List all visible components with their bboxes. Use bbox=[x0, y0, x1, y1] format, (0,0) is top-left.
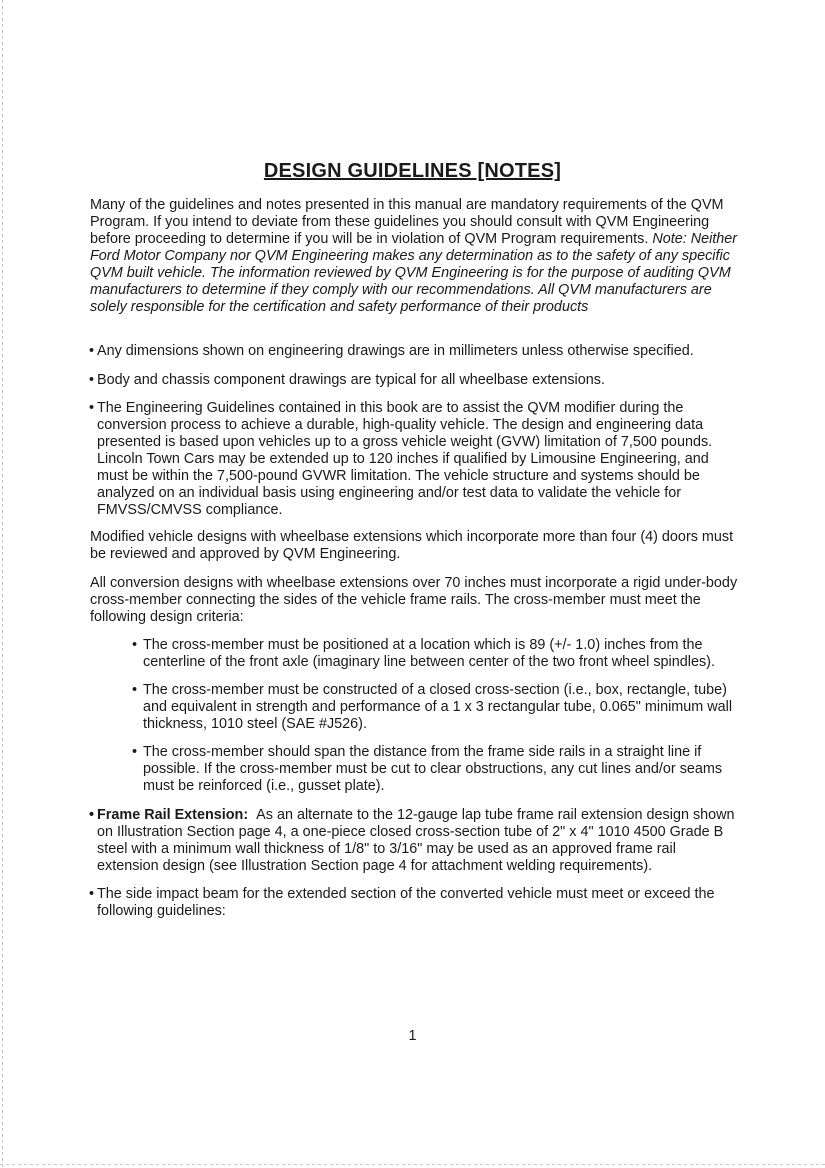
sub-bullet-text: The cross-member must be positioned at a location which is 89 (+/- 1.0) inches from the centerline of the front axle (imaginary line between center of the two front wheel spindles). bbox=[143, 637, 715, 670]
bullet-marker: • bbox=[89, 807, 95, 823]
frame-rail-body: As an alternate to the 12-gauge lap tube frame rail extension design shown on Illustration Section page 4, a one-piece closed cross-section tube of 2" x 4" 1010 4500 Grade B steel with a minimum wall thickness of 1/8" to 3/16" may be used as an approved frame rail extension design (see Illustration Section page 4 for attachment welding requirements). bbox=[97, 807, 735, 874]
bullet-text: Body and chassis component drawings are typical for all wheelbase extensions. bbox=[97, 372, 605, 388]
bullet-marker: • bbox=[89, 886, 95, 902]
intro-paragraph bbox=[90, 197, 740, 316]
bullet-marker: • bbox=[132, 637, 138, 653]
bullet-text: Any dimensions shown on engineering drawings are in millimeters unless otherwise specified. bbox=[97, 343, 694, 359]
bullet-marker: • bbox=[89, 343, 95, 359]
bullet-item bbox=[89, 400, 739, 519]
bullet-item bbox=[89, 372, 739, 389]
bullet-marker: • bbox=[89, 400, 95, 416]
page-number: 1 bbox=[408, 1028, 417, 1044]
sub-bullet-text: The cross-member should span the distance from the frame side rails in a straight line if possible. If the cross-member must be cut to clear obstructions, any cut lines and/or seams must be reinforced (i.e., gusset plate). bbox=[143, 744, 723, 794]
sub-bullet-item bbox=[132, 637, 737, 671]
bullet-marker: • bbox=[89, 372, 95, 388]
intro-normal-text: Many of the guidelines and notes presented in this manual are mandatory requirements of the QVM Program. If you intend to deviate from these guidelines you should consult with QVM Engineering before proceeding to determine if you will be in violation of QVM Program requirements. bbox=[90, 197, 724, 247]
bullet-text: The side impact beam for the extended section of the converted vehicle must meet or exceed the following guidelines: bbox=[97, 886, 715, 919]
paragraph: All conversion designs with wheelbase extensions over 70 inches must incorporate a rigid under-body cross-member connecting the sides of the vehicle frame rails. The cross-member must meet the following design criteria: bbox=[90, 575, 738, 625]
bullet-marker: • bbox=[132, 744, 138, 760]
frame-rail-text bbox=[89, 807, 739, 875]
bullet-text: The Engineering Guidelines contained in this book are to assist the QVM modifier during the conversion process to achieve a durable, high-quality vehicle. The design and engineering data presented is based upon vehicles up to a gross vehicle weight (GVW) limitation of 7,500 pounds. Lincoln Town Cars may be extended up to 120 inches if qualified by Limousine Engineering, and must be within the 7,500-pound GVWR limitation. The vehicle structure and systems should be analyzed on an individual basis using engineering and/or test data to validate the vehicle for FMVSS/CMVSS compliance. bbox=[97, 400, 713, 518]
bullet-item bbox=[89, 343, 739, 360]
scan-bottom-edge bbox=[0, 1164, 825, 1165]
page-title: DESIGN GUIDELINES [NOTES] bbox=[263, 160, 562, 182]
frame-rail-label: Frame Rail Extension: bbox=[97, 807, 249, 823]
bullet-item bbox=[89, 886, 739, 920]
intro-italic-note: Note: Neither Ford Motor Company nor QVM Engineering makes any determination as to the safety of any specific QVM built vehicle. The information reviewed by QVM Engineering is for the purpose of auditing QVM manufacturers to determine if they comply with our recommendations. All QVM manufacturers are solely responsible for the certification and safety performance of their products bbox=[90, 231, 738, 315]
sub-bullet-item bbox=[132, 682, 737, 733]
frame-rail-bullet bbox=[89, 807, 739, 875]
sub-bullet-item bbox=[132, 744, 737, 795]
bullet-marker: • bbox=[132, 682, 138, 698]
sub-bullet-text: The cross-member must be constructed of a closed cross-section (i.e., box, rectangle, tube) and equivalent in strength and performance of a 1 x 3 rectangular tube, 0.065" minimum wall thickness, 1010 steel (SAE #J526). bbox=[143, 682, 733, 732]
paragraph: Modified vehicle designs with wheelbase extensions which incorporate more than four (4) doors must be reviewed and approved by QVM Engineering. bbox=[90, 529, 734, 562]
